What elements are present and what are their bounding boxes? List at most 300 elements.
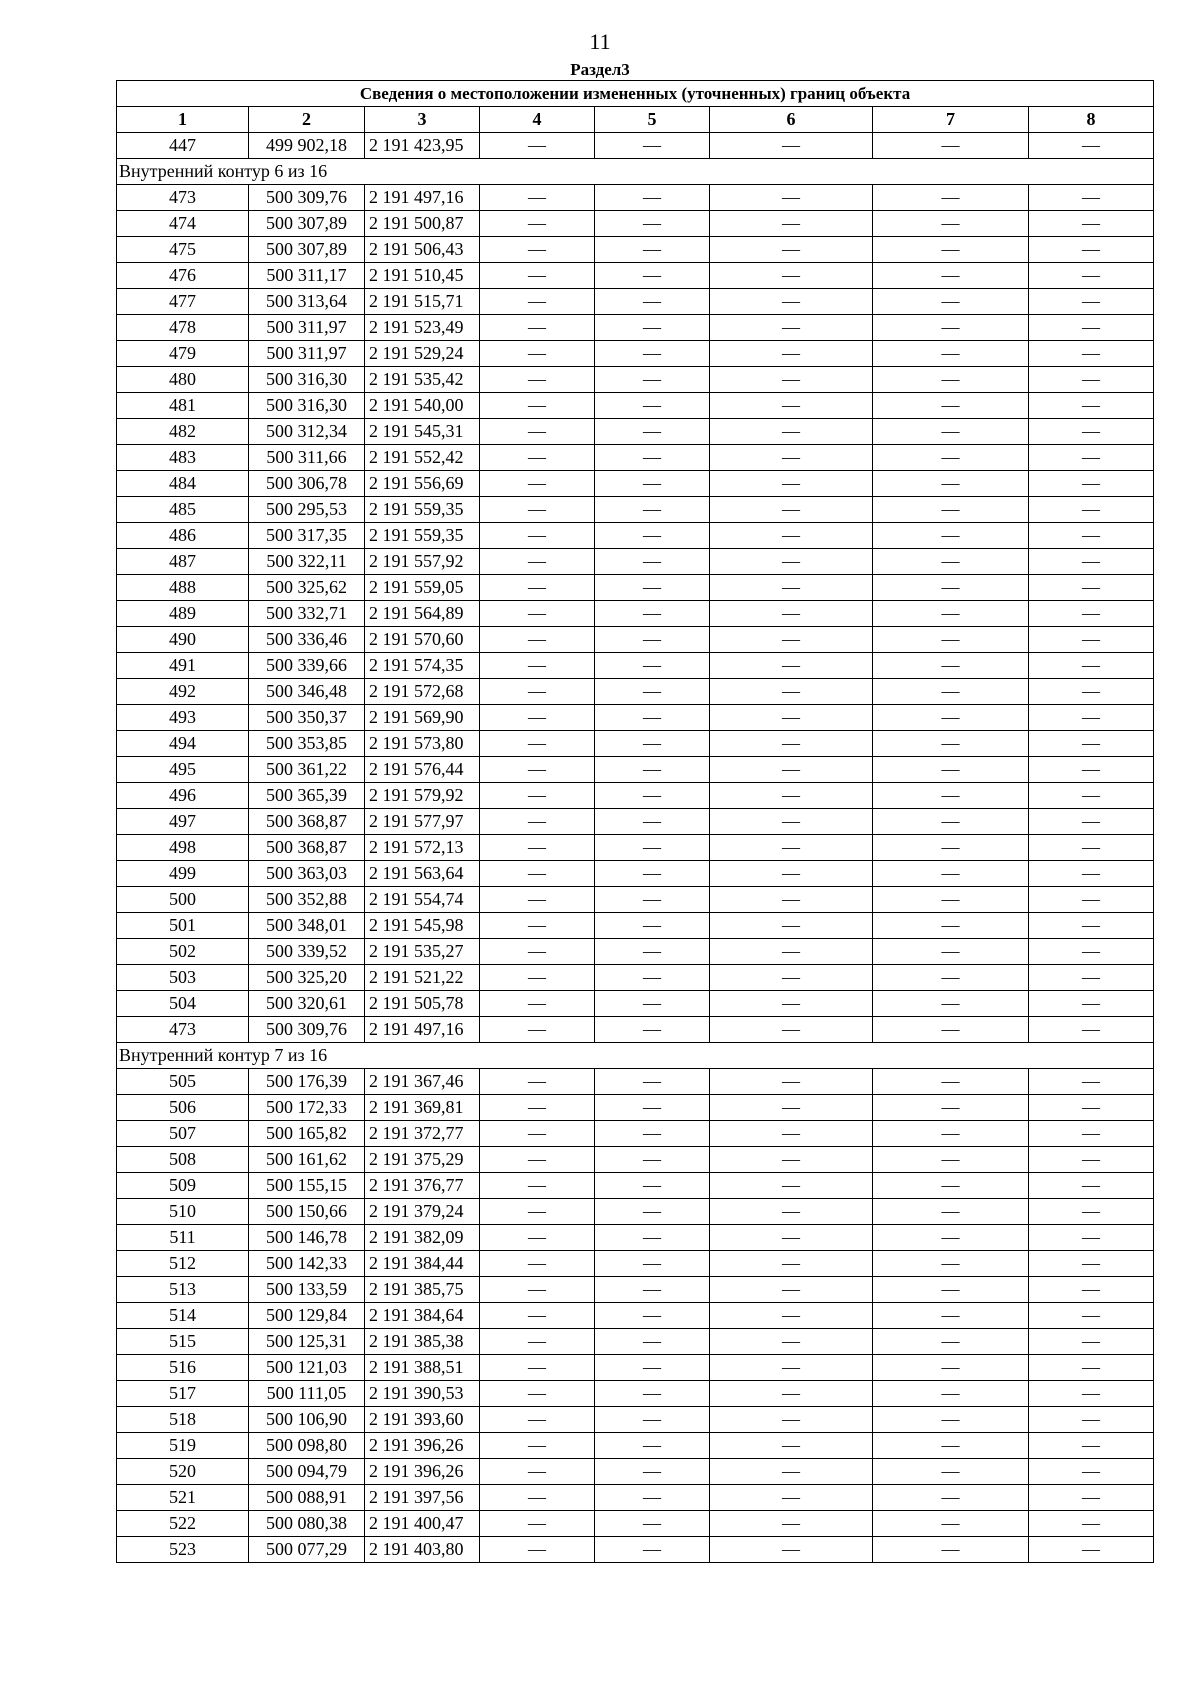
empty-value-dash: — (595, 705, 710, 731)
empty-value-dash: — (873, 1537, 1029, 1563)
y-coordinate-cell: 2 191 505,78 (365, 991, 480, 1017)
table-row (117, 861, 1154, 887)
empty-value-dash: — (1029, 601, 1154, 627)
column-header: 5 (595, 107, 710, 133)
empty-value-dash: — (873, 549, 1029, 575)
empty-value-dash: — (1029, 861, 1154, 887)
column-header: 2 (249, 107, 365, 133)
empty-value-dash: — (710, 1381, 873, 1407)
empty-value-dash: — (710, 445, 873, 471)
point-number-cell: 513 (117, 1277, 249, 1303)
point-number-cell: 496 (117, 783, 249, 809)
x-coordinate-cell: 500 080,38 (249, 1511, 365, 1537)
table-row (117, 965, 1154, 991)
table-row (117, 1329, 1154, 1355)
y-coordinate-cell: 2 191 579,92 (365, 783, 480, 809)
empty-value-dash: — (1029, 1095, 1154, 1121)
contour-label: Внутренний контур 7 из 16 (117, 1043, 1154, 1069)
empty-value-dash: — (595, 1459, 710, 1485)
empty-value-dash: — (480, 757, 595, 783)
empty-value-dash: — (1029, 1199, 1154, 1225)
empty-value-dash: — (873, 497, 1029, 523)
y-coordinate-cell: 2 191 577,97 (365, 809, 480, 835)
empty-value-dash: — (873, 575, 1029, 601)
table-row (117, 1303, 1154, 1329)
empty-value-dash: — (480, 627, 595, 653)
section-title: Раздел3 (570, 60, 630, 79)
empty-value-dash: — (595, 1329, 710, 1355)
y-coordinate-cell: 2 191 385,75 (365, 1277, 480, 1303)
empty-value-dash: — (710, 757, 873, 783)
empty-value-dash: — (873, 653, 1029, 679)
table-row (117, 1173, 1154, 1199)
x-coordinate-cell: 500 306,78 (249, 471, 365, 497)
table-row (117, 289, 1154, 315)
table-row (117, 835, 1154, 861)
empty-value-dash: — (1029, 471, 1154, 497)
x-coordinate-cell: 500 316,30 (249, 367, 365, 393)
empty-value-dash: — (480, 731, 595, 757)
x-coordinate-cell: 500 311,97 (249, 315, 365, 341)
y-coordinate-cell: 2 191 388,51 (365, 1355, 480, 1381)
empty-value-dash: — (1029, 913, 1154, 939)
empty-value-dash: — (595, 757, 710, 783)
empty-value-dash: — (1029, 445, 1154, 471)
table-row (117, 939, 1154, 965)
empty-value-dash: — (595, 809, 710, 835)
empty-value-dash: — (1029, 575, 1154, 601)
x-coordinate-cell: 500 088,91 (249, 1485, 365, 1511)
point-number-cell: 447 (117, 133, 249, 159)
point-number-cell: 519 (117, 1433, 249, 1459)
y-coordinate-cell: 2 191 572,13 (365, 835, 480, 861)
x-coordinate-cell: 500 094,79 (249, 1459, 365, 1485)
empty-value-dash: — (873, 1407, 1029, 1433)
point-number-cell: 511 (117, 1225, 249, 1251)
empty-value-dash: — (595, 263, 710, 289)
empty-value-dash: — (1029, 211, 1154, 237)
empty-value-dash: — (1029, 1251, 1154, 1277)
empty-value-dash: — (1029, 809, 1154, 835)
table-row (117, 757, 1154, 783)
y-coordinate-cell: 2 191 545,31 (365, 419, 480, 445)
y-coordinate-cell: 2 191 557,92 (365, 549, 480, 575)
point-number-cell: 487 (117, 549, 249, 575)
empty-value-dash: — (710, 1433, 873, 1459)
point-number-cell: 521 (117, 1485, 249, 1511)
y-coordinate-cell: 2 191 385,38 (365, 1329, 480, 1355)
empty-value-dash: — (595, 1069, 710, 1095)
point-number-cell: 507 (117, 1121, 249, 1147)
empty-value-dash: — (480, 913, 595, 939)
empty-value-dash: — (480, 315, 595, 341)
empty-value-dash: — (873, 731, 1029, 757)
empty-value-dash: — (1029, 1381, 1154, 1407)
y-coordinate-cell: 2 191 556,69 (365, 471, 480, 497)
empty-value-dash: — (480, 1147, 595, 1173)
y-coordinate-cell: 2 191 515,71 (365, 289, 480, 315)
empty-value-dash: — (595, 1511, 710, 1537)
empty-value-dash: — (873, 1069, 1029, 1095)
x-coordinate-cell: 500 311,17 (249, 263, 365, 289)
empty-value-dash: — (595, 1017, 710, 1043)
empty-value-dash: — (480, 809, 595, 835)
empty-value-dash: — (710, 1355, 873, 1381)
y-coordinate-cell: 2 191 375,29 (365, 1147, 480, 1173)
x-coordinate-cell: 500 350,37 (249, 705, 365, 731)
empty-value-dash: — (873, 263, 1029, 289)
empty-value-dash: — (873, 133, 1029, 159)
empty-value-dash: — (873, 1017, 1029, 1043)
table-row (117, 1459, 1154, 1485)
table-row (117, 783, 1154, 809)
y-coordinate-cell: 2 191 367,46 (365, 1069, 480, 1095)
empty-value-dash: — (1029, 991, 1154, 1017)
empty-value-dash: — (873, 835, 1029, 861)
table-row (117, 1121, 1154, 1147)
empty-value-dash: — (873, 315, 1029, 341)
point-number-cell: 473 (117, 185, 249, 211)
empty-value-dash: — (1029, 549, 1154, 575)
empty-value-dash: — (873, 185, 1029, 211)
x-coordinate-cell: 500 098,80 (249, 1433, 365, 1459)
empty-value-dash: — (595, 1355, 710, 1381)
point-number-cell: 473 (117, 1017, 249, 1043)
empty-value-dash: — (1029, 1277, 1154, 1303)
empty-value-dash: — (595, 627, 710, 653)
empty-value-dash: — (710, 653, 873, 679)
empty-value-dash: — (595, 939, 710, 965)
empty-value-dash: — (873, 1381, 1029, 1407)
y-coordinate-cell: 2 191 379,24 (365, 1199, 480, 1225)
empty-value-dash: — (1029, 1459, 1154, 1485)
empty-value-dash: — (1029, 1407, 1154, 1433)
empty-value-dash: — (873, 1303, 1029, 1329)
empty-value-dash: — (710, 601, 873, 627)
table-row (117, 549, 1154, 575)
empty-value-dash: — (480, 367, 595, 393)
table-row (117, 1147, 1154, 1173)
empty-value-dash: — (710, 1173, 873, 1199)
empty-value-dash: — (710, 315, 873, 341)
point-number-cell: 486 (117, 523, 249, 549)
y-coordinate-cell: 2 191 396,26 (365, 1459, 480, 1485)
y-coordinate-cell: 2 191 554,74 (365, 887, 480, 913)
table-row (117, 393, 1154, 419)
empty-value-dash: — (710, 731, 873, 757)
y-coordinate-cell: 2 191 523,49 (365, 315, 480, 341)
x-coordinate-cell: 500 309,76 (249, 1017, 365, 1043)
empty-value-dash: — (873, 757, 1029, 783)
point-number-cell: 510 (117, 1199, 249, 1225)
x-coordinate-cell: 500 311,97 (249, 341, 365, 367)
empty-value-dash: — (710, 1485, 873, 1511)
empty-value-dash: — (480, 1485, 595, 1511)
table-row (117, 1277, 1154, 1303)
empty-value-dash: — (480, 1381, 595, 1407)
x-coordinate-cell: 500 172,33 (249, 1095, 365, 1121)
y-coordinate-cell: 2 191 521,22 (365, 965, 480, 991)
boundary-coordinates-table (116, 80, 1154, 1563)
empty-value-dash: — (710, 549, 873, 575)
empty-value-dash: — (595, 315, 710, 341)
empty-value-dash: — (710, 679, 873, 705)
empty-value-dash: — (710, 575, 873, 601)
x-coordinate-cell: 500 320,61 (249, 991, 365, 1017)
empty-value-dash: — (710, 705, 873, 731)
table-row (117, 1199, 1154, 1225)
empty-value-dash: — (1029, 1485, 1154, 1511)
empty-value-dash: — (1029, 133, 1154, 159)
empty-value-dash: — (595, 445, 710, 471)
empty-value-dash: — (480, 445, 595, 471)
empty-value-dash: — (1029, 1173, 1154, 1199)
empty-value-dash: — (873, 783, 1029, 809)
y-coordinate-cell: 2 191 564,89 (365, 601, 480, 627)
empty-value-dash: — (873, 679, 1029, 705)
point-number-cell: 499 (117, 861, 249, 887)
empty-value-dash: — (1029, 1069, 1154, 1095)
empty-value-dash: — (480, 1173, 595, 1199)
x-coordinate-cell: 500 368,87 (249, 835, 365, 861)
point-number-cell: 492 (117, 679, 249, 705)
contour-label: Внутренний контур 6 из 16 (117, 159, 1154, 185)
empty-value-dash: — (710, 1303, 873, 1329)
empty-value-dash: — (595, 1121, 710, 1147)
y-coordinate-cell: 2 191 570,60 (365, 627, 480, 653)
y-coordinate-cell: 2 191 529,24 (365, 341, 480, 367)
point-number-cell: 518 (117, 1407, 249, 1433)
y-coordinate-cell: 2 191 423,95 (365, 133, 480, 159)
empty-value-dash: — (873, 1511, 1029, 1537)
x-coordinate-cell: 500 111,05 (249, 1381, 365, 1407)
empty-value-dash: — (480, 705, 595, 731)
point-number-cell: 474 (117, 211, 249, 237)
x-coordinate-cell: 500 365,39 (249, 783, 365, 809)
y-coordinate-cell: 2 191 573,80 (365, 731, 480, 757)
empty-value-dash: — (1029, 1355, 1154, 1381)
empty-value-dash: — (595, 1147, 710, 1173)
x-coordinate-cell: 500 317,35 (249, 523, 365, 549)
empty-value-dash: — (710, 1121, 873, 1147)
x-coordinate-cell: 500 309,76 (249, 185, 365, 211)
empty-value-dash: — (873, 237, 1029, 263)
empty-value-dash: — (873, 1251, 1029, 1277)
table-row (117, 679, 1154, 705)
empty-value-dash: — (595, 1407, 710, 1433)
empty-value-dash: — (873, 887, 1029, 913)
empty-value-dash: — (710, 835, 873, 861)
y-coordinate-cell: 2 191 376,77 (365, 1173, 480, 1199)
empty-value-dash: — (595, 653, 710, 679)
empty-value-dash: — (595, 1225, 710, 1251)
table-row (117, 1433, 1154, 1459)
empty-value-dash: — (480, 133, 595, 159)
empty-value-dash: — (710, 367, 873, 393)
empty-value-dash: — (873, 341, 1029, 367)
empty-value-dash: — (595, 575, 710, 601)
page-number: 11 (589, 29, 611, 54)
table-row (117, 367, 1154, 393)
empty-value-dash: — (873, 965, 1029, 991)
empty-value-dash: — (873, 1095, 1029, 1121)
table-row (117, 1537, 1154, 1563)
empty-value-dash: — (480, 575, 595, 601)
empty-value-dash: — (1029, 1017, 1154, 1043)
empty-value-dash: — (1029, 419, 1154, 445)
x-coordinate-cell: 500 346,48 (249, 679, 365, 705)
empty-value-dash: — (873, 627, 1029, 653)
empty-value-dash: — (1029, 783, 1154, 809)
table-row (117, 1017, 1154, 1043)
point-number-cell: 490 (117, 627, 249, 653)
point-number-cell: 515 (117, 1329, 249, 1355)
x-coordinate-cell: 500 348,01 (249, 913, 365, 939)
empty-value-dash: — (595, 497, 710, 523)
table-row (117, 1355, 1154, 1381)
table-header-row (117, 107, 1154, 133)
point-number-cell: 484 (117, 471, 249, 497)
empty-value-dash: — (480, 965, 595, 991)
y-coordinate-cell: 2 191 497,16 (365, 185, 480, 211)
y-coordinate-cell: 2 191 384,64 (365, 1303, 480, 1329)
empty-value-dash: — (710, 1147, 873, 1173)
empty-value-dash: — (1029, 705, 1154, 731)
point-number-cell: 478 (117, 315, 249, 341)
empty-value-dash: — (595, 133, 710, 159)
point-number-cell: 488 (117, 575, 249, 601)
empty-value-dash: — (710, 341, 873, 367)
table-row (117, 991, 1154, 1017)
empty-value-dash: — (873, 1225, 1029, 1251)
empty-value-dash: — (710, 497, 873, 523)
empty-value-dash: — (873, 1355, 1029, 1381)
table-row (117, 1251, 1154, 1277)
empty-value-dash: — (595, 237, 710, 263)
column-header: 7 (873, 107, 1029, 133)
empty-value-dash: — (873, 1199, 1029, 1225)
column-header: 6 (710, 107, 873, 133)
empty-value-dash: — (480, 1433, 595, 1459)
point-number-cell: 520 (117, 1459, 249, 1485)
table-row (117, 887, 1154, 913)
empty-value-dash: — (595, 367, 710, 393)
point-number-cell: 502 (117, 939, 249, 965)
point-number-cell: 522 (117, 1511, 249, 1537)
empty-value-dash: — (1029, 497, 1154, 523)
empty-value-dash: — (873, 861, 1029, 887)
x-coordinate-cell: 500 363,03 (249, 861, 365, 887)
empty-value-dash: — (710, 289, 873, 315)
point-number-cell: 517 (117, 1381, 249, 1407)
y-coordinate-cell: 2 191 559,35 (365, 523, 480, 549)
point-number-cell: 497 (117, 809, 249, 835)
empty-value-dash: — (595, 1485, 710, 1511)
y-coordinate-cell: 2 191 559,05 (365, 575, 480, 601)
point-number-cell: 514 (117, 1303, 249, 1329)
empty-value-dash: — (595, 393, 710, 419)
empty-value-dash: — (710, 1251, 873, 1277)
y-coordinate-cell: 2 191 574,35 (365, 653, 480, 679)
point-number-cell: 498 (117, 835, 249, 861)
y-coordinate-cell: 2 191 535,42 (365, 367, 480, 393)
point-number-cell: 495 (117, 757, 249, 783)
empty-value-dash: — (480, 1069, 595, 1095)
empty-value-dash: — (480, 341, 595, 367)
empty-value-dash: — (873, 991, 1029, 1017)
point-number-cell: 489 (117, 601, 249, 627)
empty-value-dash: — (1029, 757, 1154, 783)
point-number-cell: 509 (117, 1173, 249, 1199)
empty-value-dash: — (595, 601, 710, 627)
empty-value-dash: — (873, 809, 1029, 835)
x-coordinate-cell: 500 361,22 (249, 757, 365, 783)
empty-value-dash: — (1029, 679, 1154, 705)
empty-value-dash: — (710, 1277, 873, 1303)
empty-value-dash: — (873, 445, 1029, 471)
empty-value-dash: — (595, 835, 710, 861)
empty-value-dash: — (480, 991, 595, 1017)
point-number-cell: 482 (117, 419, 249, 445)
table-row (117, 731, 1154, 757)
point-number-cell: 516 (117, 1355, 249, 1381)
empty-value-dash: — (595, 185, 710, 211)
table-row (117, 263, 1154, 289)
table-row (117, 237, 1154, 263)
empty-value-dash: — (595, 523, 710, 549)
x-coordinate-cell: 500 161,62 (249, 1147, 365, 1173)
x-coordinate-cell: 500 325,62 (249, 575, 365, 601)
table-row (117, 341, 1154, 367)
table-row (117, 575, 1154, 601)
table-row (117, 471, 1154, 497)
empty-value-dash: — (1029, 1121, 1154, 1147)
x-coordinate-cell: 500 307,89 (249, 211, 365, 237)
empty-value-dash: — (480, 1537, 595, 1563)
y-coordinate-cell: 2 191 400,47 (365, 1511, 480, 1537)
empty-value-dash: — (595, 1095, 710, 1121)
empty-value-dash: — (873, 1121, 1029, 1147)
x-coordinate-cell: 500 325,20 (249, 965, 365, 991)
empty-value-dash: — (480, 939, 595, 965)
y-coordinate-cell: 2 191 572,68 (365, 679, 480, 705)
x-coordinate-cell: 500 121,03 (249, 1355, 365, 1381)
table-row (117, 1225, 1154, 1251)
y-coordinate-cell: 2 191 576,44 (365, 757, 480, 783)
y-coordinate-cell: 2 191 500,87 (365, 211, 480, 237)
empty-value-dash: — (480, 861, 595, 887)
x-coordinate-cell: 500 313,64 (249, 289, 365, 315)
empty-value-dash: — (480, 237, 595, 263)
empty-value-dash: — (710, 471, 873, 497)
empty-value-dash: — (1029, 341, 1154, 367)
empty-value-dash: — (710, 1017, 873, 1043)
x-coordinate-cell: 500 339,52 (249, 939, 365, 965)
point-number-cell: 493 (117, 705, 249, 731)
y-coordinate-cell: 2 191 535,27 (365, 939, 480, 965)
table-row (117, 419, 1154, 445)
empty-value-dash: — (873, 1485, 1029, 1511)
point-number-cell: 500 (117, 887, 249, 913)
empty-value-dash: — (710, 783, 873, 809)
empty-value-dash: — (480, 601, 595, 627)
empty-value-dash: — (710, 913, 873, 939)
empty-value-dash: — (710, 1199, 873, 1225)
table-row (117, 445, 1154, 471)
empty-value-dash: — (710, 1511, 873, 1537)
x-coordinate-cell: 500 322,11 (249, 549, 365, 575)
point-number-cell: 477 (117, 289, 249, 315)
